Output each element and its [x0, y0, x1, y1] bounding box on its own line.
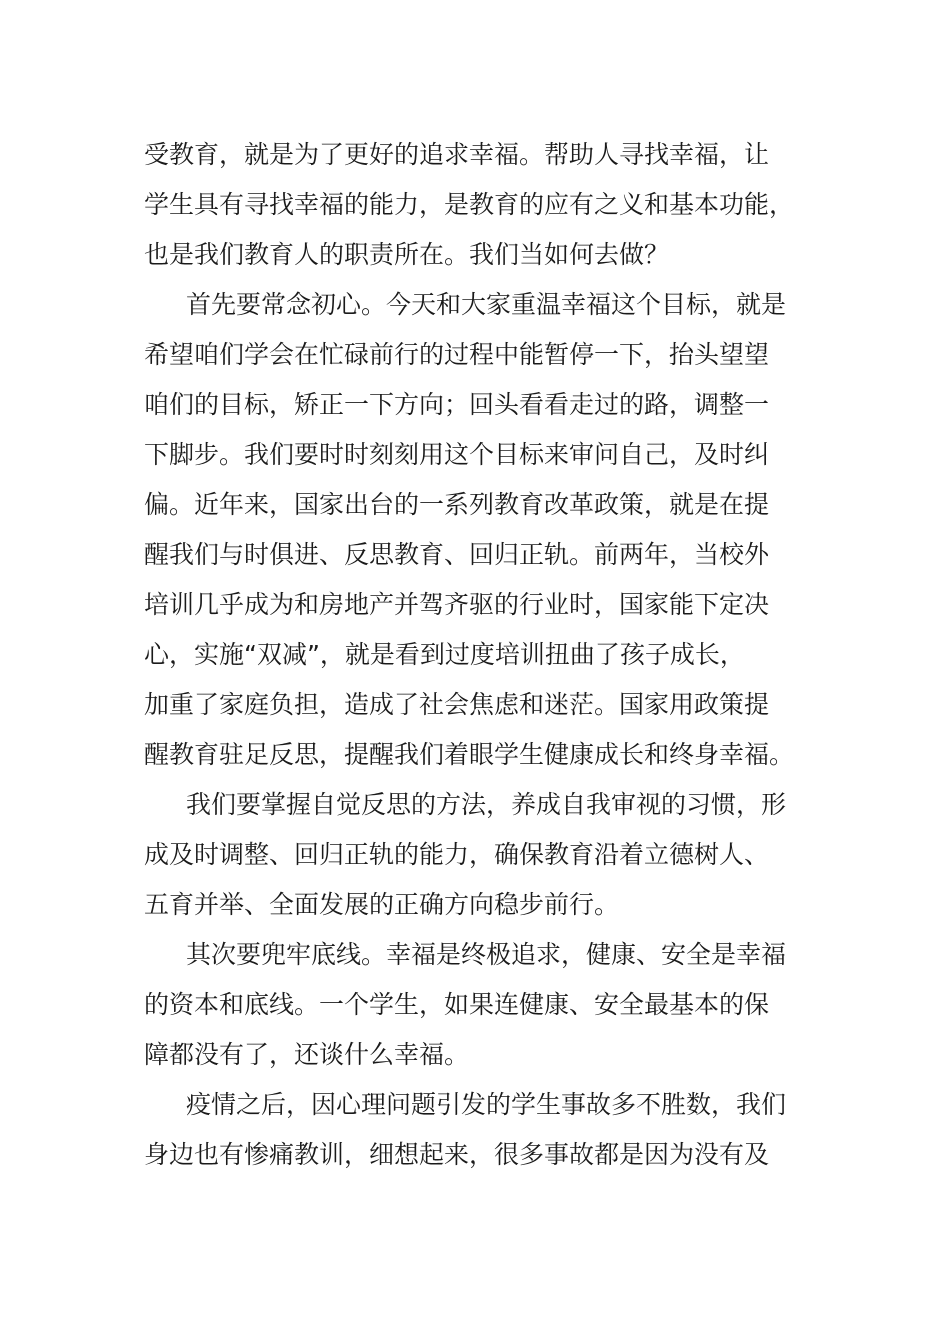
text-line: 也是我们教育人的职责所在。我们当如何去做？ — [144, 240, 670, 269]
paragraph-first-line: 首先要常念初心。今天和大家重温幸福这个目标，就是 — [186, 290, 787, 319]
text-line: 成及时调整、回归正轨的能力，确保教育沿着立德树人、 — [144, 840, 770, 869]
text-line: 受教育，就是为了更好的追求幸福。帮助人寻找幸福，让 — [144, 140, 770, 169]
text-line: 希望咱们学会在忙碌前行的过程中能暂停一下，抬头望望 — [144, 340, 770, 369]
document-body — [144, 130, 814, 1180]
text-line: 咱们的目标，矫正一下方向；回头看看走过的路，调整一 — [144, 390, 770, 419]
paragraph-first-line: 其次要兜牢底线。幸福是终极追求，健康、安全是幸福 — [186, 940, 787, 969]
text-line: 偏。近年来，国家出台的一系列教育改革政策，就是在提 — [144, 490, 770, 519]
text-line: 培训几乎成为和房地产并驾齐驱的行业时，国家能下定决 — [144, 590, 770, 619]
text-line: 的资本和底线。一个学生，如果连健康、安全最基本的保 — [144, 990, 770, 1019]
text-line: 醒教育驻足反思，提醒我们着眼学生健康成长和终身幸福。 — [144, 740, 795, 769]
text-line: 心，实施“双减”，就是看到过度培训扭曲了孩子成长， — [144, 640, 745, 669]
text-line: 下脚步。我们要时时刻刻用这个目标来审问自己，及时纠 — [144, 440, 770, 469]
text-line: 加重了家庭负担，造成了社会焦虑和迷茫。国家用政策提 — [144, 690, 770, 719]
text-line: 身边也有惨痛教训，细想起来，很多事故都是因为没有及 — [144, 1140, 770, 1169]
text-line: 障都没有了，还谈什么幸福。 — [144, 1040, 470, 1069]
text-line: 醒我们与时俱进、反思教育、回归正轨。前两年，当校外 — [144, 540, 770, 569]
text-line: 学生具有寻找幸福的能力，是教育的应有之义和基本功能， — [144, 190, 795, 219]
paragraph-first-line: 我们要掌握自觉反思的方法，养成自我审视的习惯，形 — [186, 790, 787, 819]
paragraph-first-line: 疫情之后，因心理问题引发的学生事故多不胜数，我们 — [186, 1090, 787, 1119]
text-line: 五育并举、全面发展的正确方向稳步前行。 — [144, 890, 620, 919]
